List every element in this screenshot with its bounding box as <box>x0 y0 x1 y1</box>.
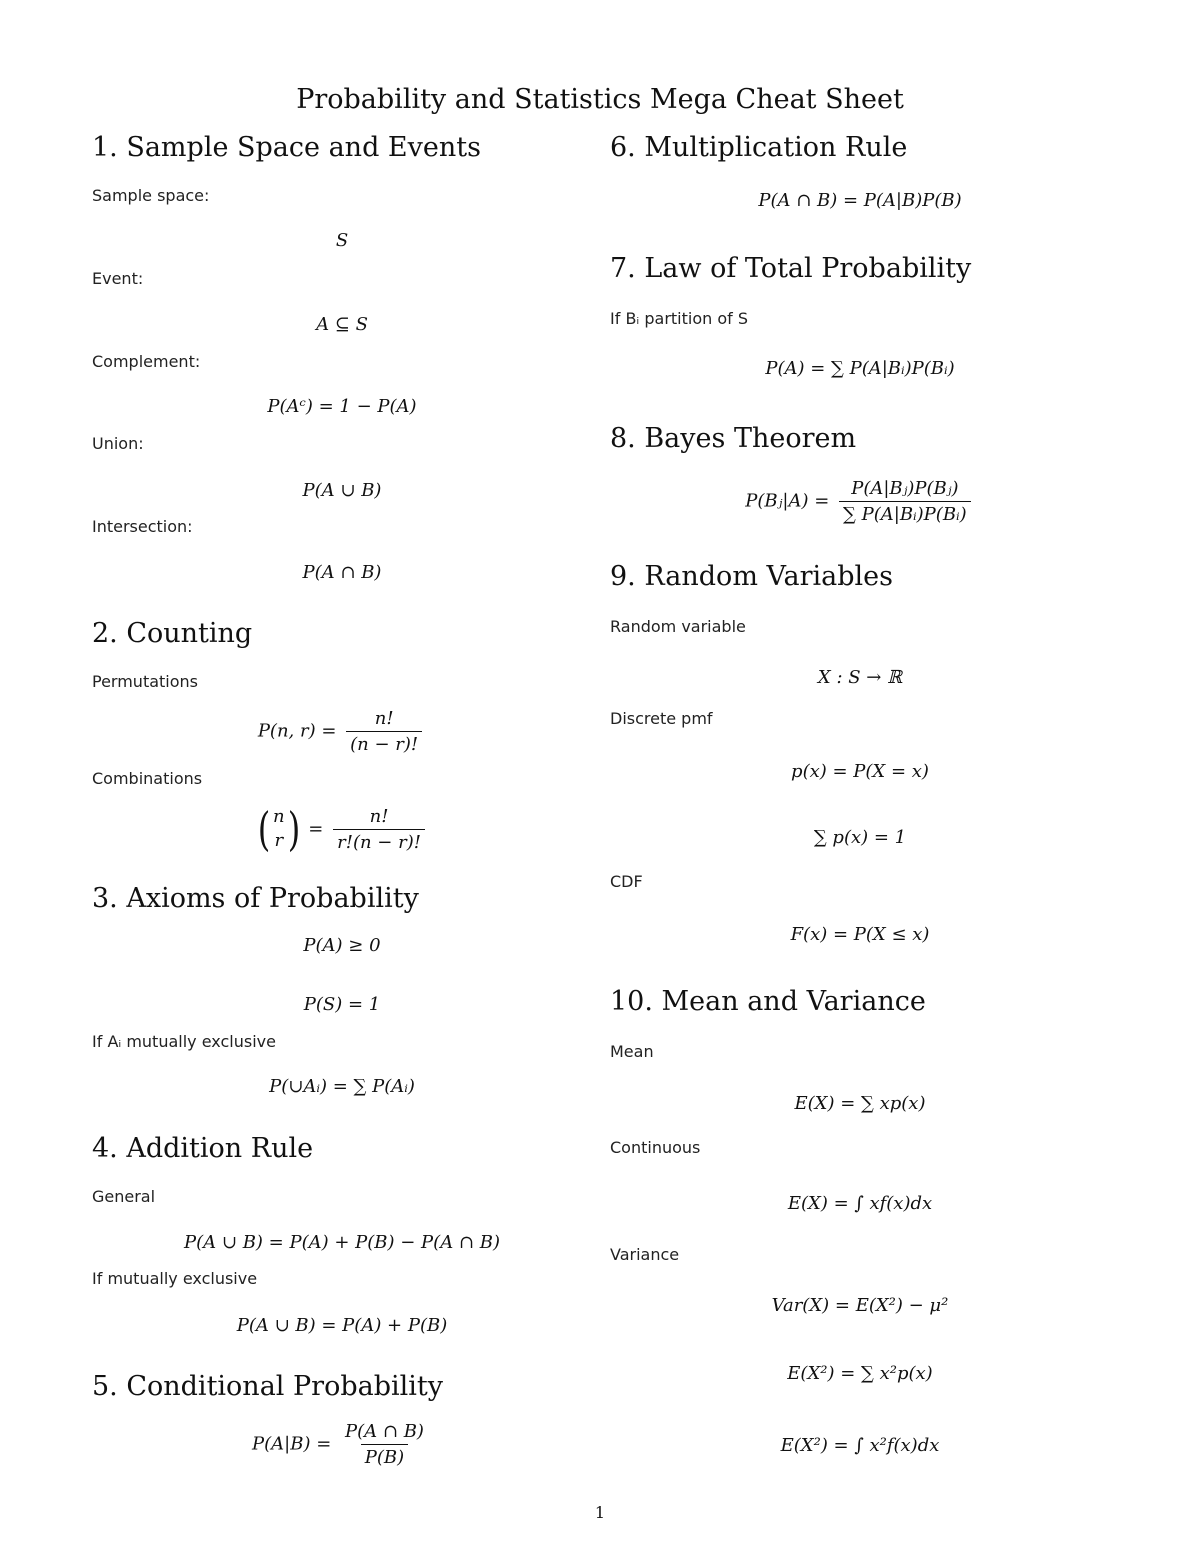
right-paren-icon: ) <box>287 802 300 857</box>
binomial-coefficient <box>255 802 303 857</box>
variance-label: Variance <box>610 1245 680 1264</box>
union-label: Union: <box>92 434 144 453</box>
fraction-denominator: P(B) <box>361 1444 408 1468</box>
page-number: 1 <box>594 1503 606 1522</box>
total-probability-formula: P(A) = ∑ P(A|Bᵢ)P(Bᵢ) <box>765 358 955 379</box>
general-label: General <box>92 1187 156 1206</box>
axiom-nonnegativity: P(A) ≥ 0 <box>303 935 381 956</box>
cdf-label: CDF <box>610 872 643 891</box>
fraction-numerator: n! <box>374 708 394 729</box>
mean-formula: E(X) = ∑ xp(x) <box>794 1093 926 1114</box>
bayes-fraction <box>839 478 971 525</box>
conditional-lhs: P(A|B) = <box>252 1433 332 1455</box>
fraction-denominator: ∑ P(A|Bᵢ)P(Bᵢ) <box>839 501 971 525</box>
fraction-numerator: P(A|Bⱼ)P(Bⱼ) <box>851 478 959 499</box>
combinations-equals: = <box>308 818 324 840</box>
section-heading-addition-rule: 4. Addition Rule <box>92 1133 314 1164</box>
continuous-mean-formula: E(X) = ∫ xf(x)dx <box>787 1193 933 1214</box>
continuous-label: Continuous <box>610 1138 701 1157</box>
pmf-formula: p(x) = P(X = x) <box>791 761 929 782</box>
combinations-fraction <box>333 806 425 853</box>
random-variable-label: Random variable <box>610 617 746 636</box>
section-heading-random-variables: 9. Random Variables <box>610 561 894 592</box>
random-variable-formula: X : S → ℝ <box>817 667 903 688</box>
section-heading-sample-space: 1. Sample Space and Events <box>92 132 481 163</box>
mutually-exclusive-label-2: If mutually exclusive <box>92 1269 258 1288</box>
mean-label: Mean <box>610 1042 654 1061</box>
section-heading-mean-variance: 10. Mean and Variance <box>610 986 926 1017</box>
addition-exclusive-formula: P(A ∪ B) = P(A) + P(B) <box>236 1315 448 1336</box>
page-title: Probability and Statistics Mega Cheat Sheet <box>296 84 904 115</box>
intersection-label: Intersection: <box>92 517 193 536</box>
section-heading-bayes: 8. Bayes Theorem <box>610 423 857 454</box>
combinations-formula <box>92 802 592 857</box>
sample-space-formula: S <box>335 230 349 251</box>
left-paren-icon: ( <box>257 802 271 857</box>
pmf-sum-formula: ∑ p(x) = 1 <box>813 827 907 848</box>
fraction-numerator: P(A ∩ B) <box>345 1421 424 1442</box>
axiom-additivity: P(∪Aᵢ) = ∑ P(Aᵢ) <box>269 1076 415 1097</box>
bayes-formula <box>610 478 1110 525</box>
conditional-fraction <box>341 1421 428 1468</box>
event-label: Event: <box>92 269 144 288</box>
second-moment-sum-formula: E(X²) = ∑ x²p(x) <box>787 1363 933 1384</box>
complement-formula: P(Aᶜ) = 1 − P(A) <box>267 396 417 417</box>
second-moment-integral-formula: E(X²) = ∫ x²f(x)dx <box>780 1435 940 1456</box>
permutations-lhs: P(n, r) = <box>257 720 337 742</box>
combinations-label: Combinations <box>92 769 203 788</box>
complement-label: Complement: <box>92 352 201 371</box>
multiplication-formula: P(A ∩ B) = P(A|B)P(B) <box>758 190 962 211</box>
event-formula: A ⊆ S <box>316 314 368 335</box>
fraction-denominator: (n − r)! <box>346 731 422 755</box>
intersection-formula: P(A ∩ B) <box>302 562 382 583</box>
variance-formula: Var(X) = E(X²) − μ² <box>771 1295 949 1316</box>
axiom-normalization: P(S) = 1 <box>303 994 381 1015</box>
permutations-fraction <box>346 708 422 755</box>
permutations-label: Permutations <box>92 672 199 691</box>
fraction-numerator: n! <box>369 805 389 827</box>
mutually-exclusive-label: If Aᵢ mutually exclusive <box>92 1032 276 1051</box>
conditional-formula <box>92 1421 592 1468</box>
bayes-lhs: P(Bⱼ|A) = <box>745 490 830 512</box>
section-heading-multiplication: 6. Multiplication Rule <box>610 132 908 163</box>
binomial-top: n <box>273 806 285 827</box>
cdf-formula: F(x) = P(X ≤ x) <box>790 924 930 945</box>
section-heading-conditional: 5. Conditional Probability <box>92 1371 444 1402</box>
addition-general-formula: P(A ∪ B) = P(A) + P(B) − P(A ∩ B) <box>184 1232 500 1253</box>
union-formula: P(A ∪ B) <box>302 480 382 501</box>
section-heading-total-probability: 7. Law of Total Probability <box>610 253 972 284</box>
permutations-formula <box>92 708 592 755</box>
fraction-denominator: r!(n − r)! <box>333 829 425 853</box>
section-heading-axioms: 3. Axioms of Probability <box>92 883 419 914</box>
section-heading-counting: 2. Counting <box>92 618 253 649</box>
sample-space-label: Sample space: <box>92 186 210 205</box>
discrete-pmf-label: Discrete pmf <box>610 709 713 728</box>
binomial-bottom: r <box>274 830 284 852</box>
partition-label: If Bᵢ partition of S <box>610 309 749 328</box>
